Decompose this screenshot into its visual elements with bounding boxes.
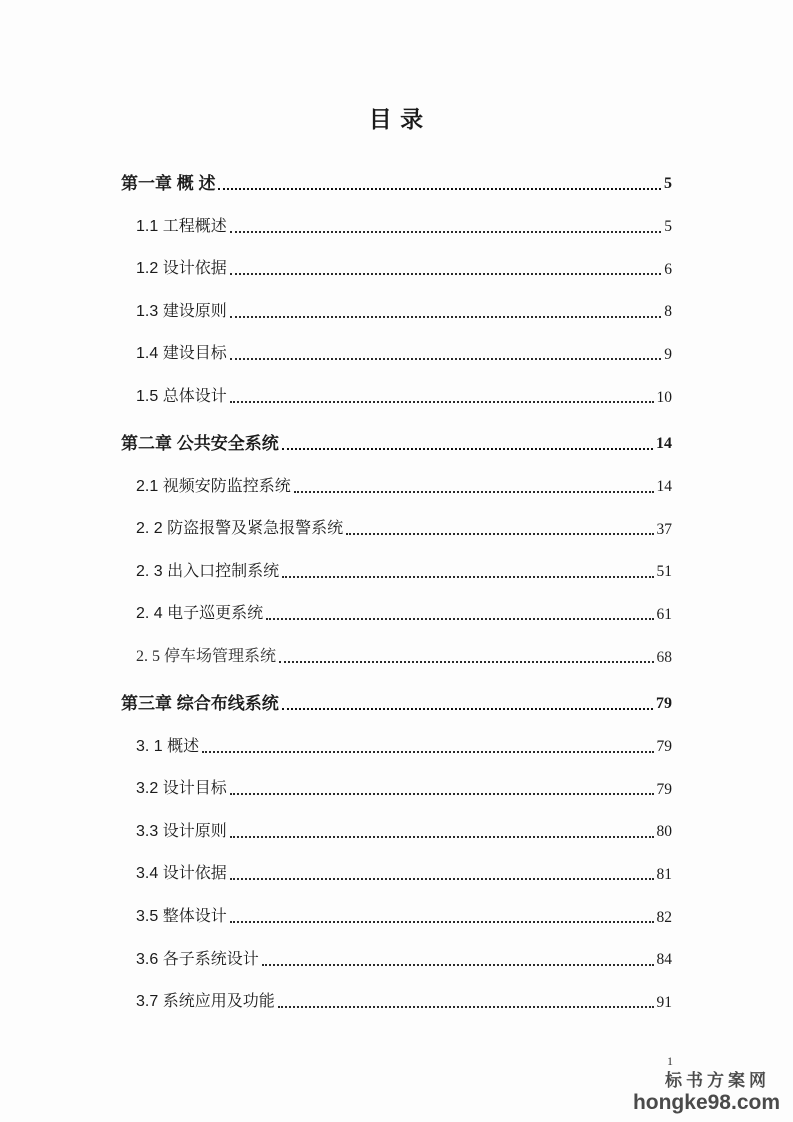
watermark xyxy=(633,1072,780,1114)
toc-entry-label: 1.1 工程概述 xyxy=(136,217,227,235)
toc-dot-leader xyxy=(282,576,653,578)
toc-dot-leader xyxy=(230,401,654,403)
toc-entry-label: 3. 1 概述 xyxy=(136,737,200,755)
toc-entry-label: 1.2 设计依据 xyxy=(136,260,227,278)
toc-entry-page-number: 37 xyxy=(656,520,672,538)
toc-dot-leader xyxy=(202,751,653,753)
toc-entry xyxy=(121,194,672,237)
toc-entry-label: 3.7 系统应用及功能 xyxy=(136,993,275,1011)
toc-dot-leader xyxy=(230,793,654,795)
toc-entry-label: 第二章 公共安全系统 xyxy=(121,433,279,453)
toc-entry xyxy=(121,884,672,927)
toc-entry-page-number: 10 xyxy=(656,388,672,406)
toc-entry xyxy=(121,497,672,540)
toc-dot-leader xyxy=(282,708,653,710)
toc-entry xyxy=(121,364,672,407)
toc-dot-leader xyxy=(346,533,653,535)
toc-entry-label: 2. 2 防盗报警及紧急报警系统 xyxy=(136,520,344,538)
toc-entry xyxy=(121,322,672,365)
toc-dot-leader xyxy=(230,836,654,838)
toc-entry-page-number: 8 xyxy=(664,303,672,321)
toc-entry-page-number: 79 xyxy=(656,780,672,798)
toc-entry xyxy=(121,927,672,970)
toc-entry-label: 3.6 各子系统设计 xyxy=(136,950,259,968)
toc-dot-leader xyxy=(279,661,653,663)
toc-entry-page-number: 51 xyxy=(656,563,672,581)
toc-list xyxy=(121,147,672,1012)
toc-entry xyxy=(121,970,672,1013)
toc-entry xyxy=(121,237,672,280)
footer-page-number: 1 xyxy=(667,1054,673,1068)
toc-entry xyxy=(121,279,672,322)
toc-entry-page-number: 5 xyxy=(664,175,672,192)
toc-entry-label: 2. 4 电子巡更系统 xyxy=(136,605,264,623)
toc-entry-label: 3.5 整体设计 xyxy=(136,907,227,925)
toc-entry-label: 第三章 综合布线系统 xyxy=(121,693,279,713)
toc-entry-page-number: 5 xyxy=(664,218,672,236)
toc-dot-leader xyxy=(262,964,654,966)
toc-dot-leader xyxy=(230,878,654,880)
toc-dot-leader xyxy=(230,358,662,360)
toc-entry-label: 1.3 建设原则 xyxy=(136,302,227,320)
watermark-site-url: hongke98.com xyxy=(632,1090,780,1114)
toc-entry-page-number: 9 xyxy=(664,346,672,363)
toc-entry-page-number: 82 xyxy=(656,908,672,926)
toc-entry-label: 第一章 概 述 xyxy=(121,173,216,193)
toc-entry xyxy=(121,714,672,757)
toc-entry xyxy=(121,454,672,497)
toc-dot-leader xyxy=(218,188,661,190)
toc-entry xyxy=(121,624,672,667)
toc-dot-leader xyxy=(294,491,654,493)
toc-entry xyxy=(121,582,672,625)
toc-entry-page-number: 81 xyxy=(656,865,672,883)
toc-title: 目 录 xyxy=(368,106,425,132)
toc-entry-page-number: 80 xyxy=(656,823,672,841)
toc-entry-page-number: 61 xyxy=(656,605,672,623)
toc-entry-page-number: 79 xyxy=(656,694,672,712)
toc-entry-label: 3.4 设计依据 xyxy=(136,865,227,883)
toc-entry-page-number: 14 xyxy=(656,434,672,452)
toc-entry-page-number: 84 xyxy=(656,951,672,969)
toc-entry-page-number: 91 xyxy=(656,993,672,1011)
toc-entry-label: 3.3 设计原则 xyxy=(136,822,227,840)
toc-entry-page-number: 14 xyxy=(656,478,672,496)
toc-dot-leader xyxy=(230,231,662,233)
toc-entry-label: 1.4 建设目标 xyxy=(136,345,227,363)
toc-entry-page-number: 6 xyxy=(664,260,672,278)
toc-entry xyxy=(121,539,672,582)
toc-dot-leader xyxy=(230,316,662,318)
toc-entry xyxy=(121,407,672,454)
toc-dot-leader xyxy=(230,921,654,923)
toc-entry xyxy=(121,799,672,842)
toc-entry-label: 1.5 总体设计 xyxy=(136,387,227,405)
toc-entry-label: 2. 5 停车场管理系统 xyxy=(136,647,277,665)
toc-entry-label: 2.1 视频安防监控系统 xyxy=(136,477,291,495)
toc-entry-page-number: 68 xyxy=(656,648,672,666)
toc-entry xyxy=(121,757,672,800)
toc-entry xyxy=(121,147,672,194)
toc-dot-leader xyxy=(230,273,662,275)
toc-dot-leader xyxy=(282,448,653,450)
toc-entry xyxy=(121,667,672,714)
toc-entry-label: 3.2 设计目标 xyxy=(136,780,227,798)
toc-dot-leader xyxy=(278,1006,654,1008)
toc-dot-leader xyxy=(266,618,653,620)
toc-entry xyxy=(121,842,672,885)
watermark-site-name: 标书方案网 xyxy=(665,1071,770,1091)
toc-entry-page-number: 79 xyxy=(656,738,672,756)
toc-entry-label: 2. 3 出入口控制系统 xyxy=(136,562,280,580)
